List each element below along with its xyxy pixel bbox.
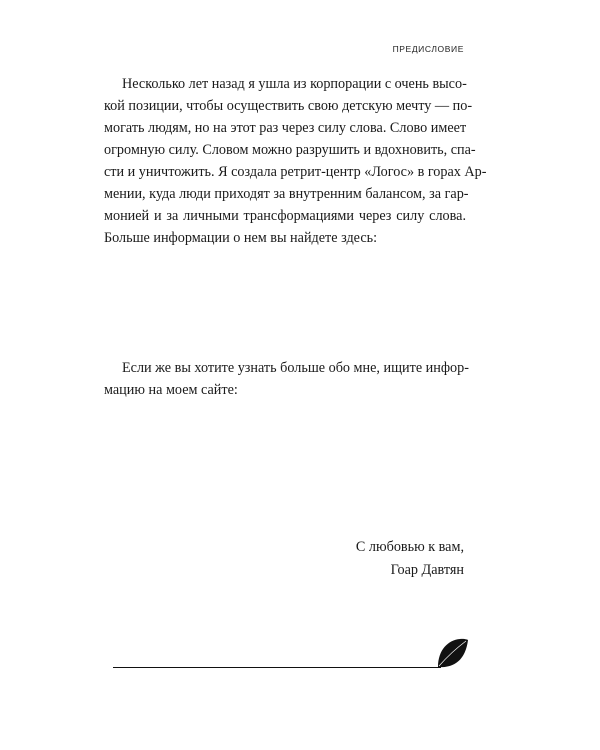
body-paragraph-intro (104, 73, 487, 249)
text-line: мении, куда люди приходят за внутренним балансом, за гар- (104, 186, 469, 202)
footer-rule (113, 667, 441, 668)
signature-block (356, 536, 464, 582)
text-line: Несколько лет назад я ушла из корпорации с очень высо- (122, 76, 467, 92)
text-line: Больше информации о нем вы найдете здесь: (104, 230, 378, 246)
leaf-ornament-icon (436, 636, 470, 670)
text-line: кой позиции, чтобы осуществить свою детскую мечту — по- (104, 98, 473, 114)
running-head-title: ПРЕДИСЛОВИЕ (392, 44, 464, 54)
signature-closing: С любовью к вам, (355, 539, 464, 555)
text-line: мацию на моем сайте: (104, 382, 238, 398)
text-line: Если же вы хотите узнать больше обо мне, ищите инфор- (122, 360, 469, 376)
body-paragraph-website (104, 357, 469, 401)
text-line: могать людям, но на этот раз через силу слова. Слово имеет (104, 120, 467, 136)
text-line: монией и за личными трансформациями через силу слова. (104, 208, 466, 224)
text-line: огромную силу. Словом можно разрушить и вдохновить, спа- (104, 142, 476, 158)
signature-author: Гоар Давтян (390, 562, 464, 578)
text-line: сти и уничтожить. Я создала ретрит-центр «Логос» в горах Ар- (104, 164, 487, 180)
